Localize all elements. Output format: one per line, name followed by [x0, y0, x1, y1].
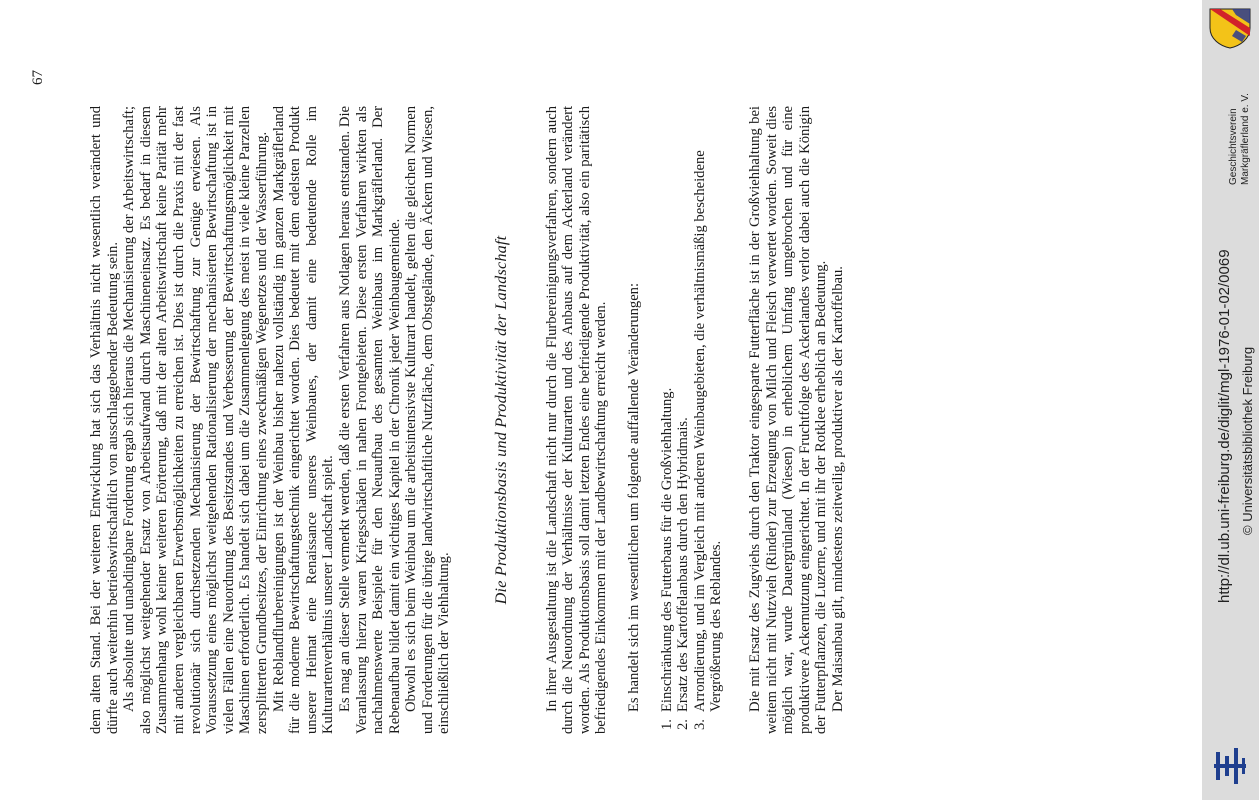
paragraph: Als absolute und unabdingbare Forderung ergab sich hieraus die Mechanisierung der Arbeitswirtschaft; also möglichst weitgehender Ersatz von Arbeitsaufwand durch Maschineneinsatz. Es bedarf in diesem Zusammenhang wohl keiner weiteren Erörterung, daß mit der alten Arbeitswirtschaft keine Parität mehr mit anderen vergleichbaren Erwerbsmöglichkeiten zu erreichen ist. Dies ist durch die Praxis mit der fast revolutionär sich durchsetzenden Mechanisierung der Bewirtschaftung zur Genüge erwiesen. Als Voraussetzung eines möglichst weitgehenden Rationalisierung der mechanisierten Bewirtschaftung ist in vielen Fällen eine Neuordnung des Besitzstandes und Verbesserung der Bewirtschaftungsmöglichkeit mit Maschinen erforderlich. Es handelt sich dabei um die Zusammenlegung des meist in viele kleine Parzellen zersplitterten Grundbesitzes, der Einrichtung eines zweckmäßigen Wegenetzes und der Wasserführung. [121, 106, 270, 734]
paragraph: Es mag an dieser Stelle vermerkt werden, daß die ersten Verfahren aus Notlagen heraus entstanden. Die Veranlassung hierzu waren Kriegsschäden in nahen Frontgebieten. Diese ersten Verfahren wirkten als nachahmenswerte Beispiele für den Neuaufbau des gesamten Weinbaus im Markgräflerland. Der Rebenaufbau bildet damit ein wichtiges Kapitel in der Chronik jeder Weinbaugemeinde. [336, 106, 403, 734]
change-list [659, 106, 725, 734]
copyright-notice: © Universitätsbibliothek Freiburg [1240, 346, 1255, 535]
permalink-url[interactable]: http://dl.ub.uni-freiburg.de/diglit/mgl-1976-01-02/0069 [1216, 249, 1233, 603]
list-item-text: Arrondierung, und im Vergleich mit anderen Weinbaugebieten, die verhältnismäßig bescheidene Vergrößerung des Reblandes. [691, 150, 725, 712]
list-item-text: Ersatz des Kartoffelanbaus durch den Hybridmais. [675, 417, 692, 712]
list-item-text: Einschränkung des Futterbaus für die Großviehhaltung. [658, 387, 675, 712]
list-item [692, 106, 725, 730]
paragraph: Die mit Ersatz des Zugviehs durch den Traktor eingesparte Futterfläche ist in der Großviehhaltung bei weitem nicht mit Nutzvieh (Rinder) zur Erzeugung von Milch und Fleisch verwertet worden. Soweit dies möglich war, wurde Dauergrünland (Wiesen) in erheblichem Umfang umgebrochen und für eine produktivere Ackernutzung eingerichtet. In der Fruchtfolge des Ackerlandes verlor dabei auch die Königin der Futterpflanzen, die Luzerne, und mit ihr der Rotklee erheblich an Bedeutung. [747, 106, 830, 734]
list-item [675, 106, 692, 730]
paragraph: In ihrer Ausgestaltung ist die Landschaft nicht nur durch die Flurbereinigungsverfahren, sondern auch durch die Neuordnung der Verhältnisse der Kulturarten und des Anbaus auf dem Ackerland verändert worden. Als Produktionsbasis soll damit letzten Endes eine befriedigende Produktivität, also ein paritätisch befriedigendes Einkommen mit der Landbewirtschaftung erreicht werden. [543, 106, 610, 734]
section-heading: Die Produktionsbasis und Produktivität der Landschaft [492, 235, 511, 605]
society-name-line2: Markgräflerland e. V. [1240, 93, 1251, 185]
paragraph: Der Maisanbau gilt, mindestens zeitweilig, produktiver als der Kartoffelbau. [829, 266, 846, 712]
paragraph: dem alten Stand. Bei der weiteren Entwicklung hat sich das Verhältnis nicht wesentlich verändert und dürfte auch weiterhin betriebswirtschaftlich von ausschlaggebender Bedeutung sein. [88, 106, 121, 734]
page-body [88, 106, 847, 734]
society-crest-icon [1206, 6, 1254, 50]
library-banner [1202, 0, 1259, 800]
list-item-number: 3. [691, 719, 708, 730]
list-item-number: 2. [675, 719, 692, 730]
list-item-number: 1. [658, 719, 675, 730]
page-number: 67 [30, 70, 46, 85]
paragraph: Mit Reblandflurbereinigungen ist der Weinbau bisher nahezu vollständig im ganzen Markgräflerland für die moderne Bewirtschaftungstechnik eingerichtet worden. Dies bedeutet mit dem edelsten Produkt unserer Heimat eine Renaissance unseres Weinbaues, der damit eine bedeutende Rolle im Kulturartenverhältnis unserer Landschaft spielt. [270, 106, 337, 734]
society-name-line1: Geschichtsverein [1228, 108, 1239, 185]
university-library-logo-icon [1212, 746, 1248, 786]
paragraph: Obwohl es sich beim Weinbau um die arbeitsintensivste Kulturart handelt, gelten die gleichen Normen und Forderungen für die übrige landwirtschaftliche Nutzfläche, dem Obstgelände, den Äckern und Wiesen, einschließlich der Viehhaltung. [403, 106, 453, 734]
list-item [659, 106, 676, 730]
list-intro: Es handelt sich im wesentlichen um folgende auffallende Veränderungen: [626, 282, 643, 712]
